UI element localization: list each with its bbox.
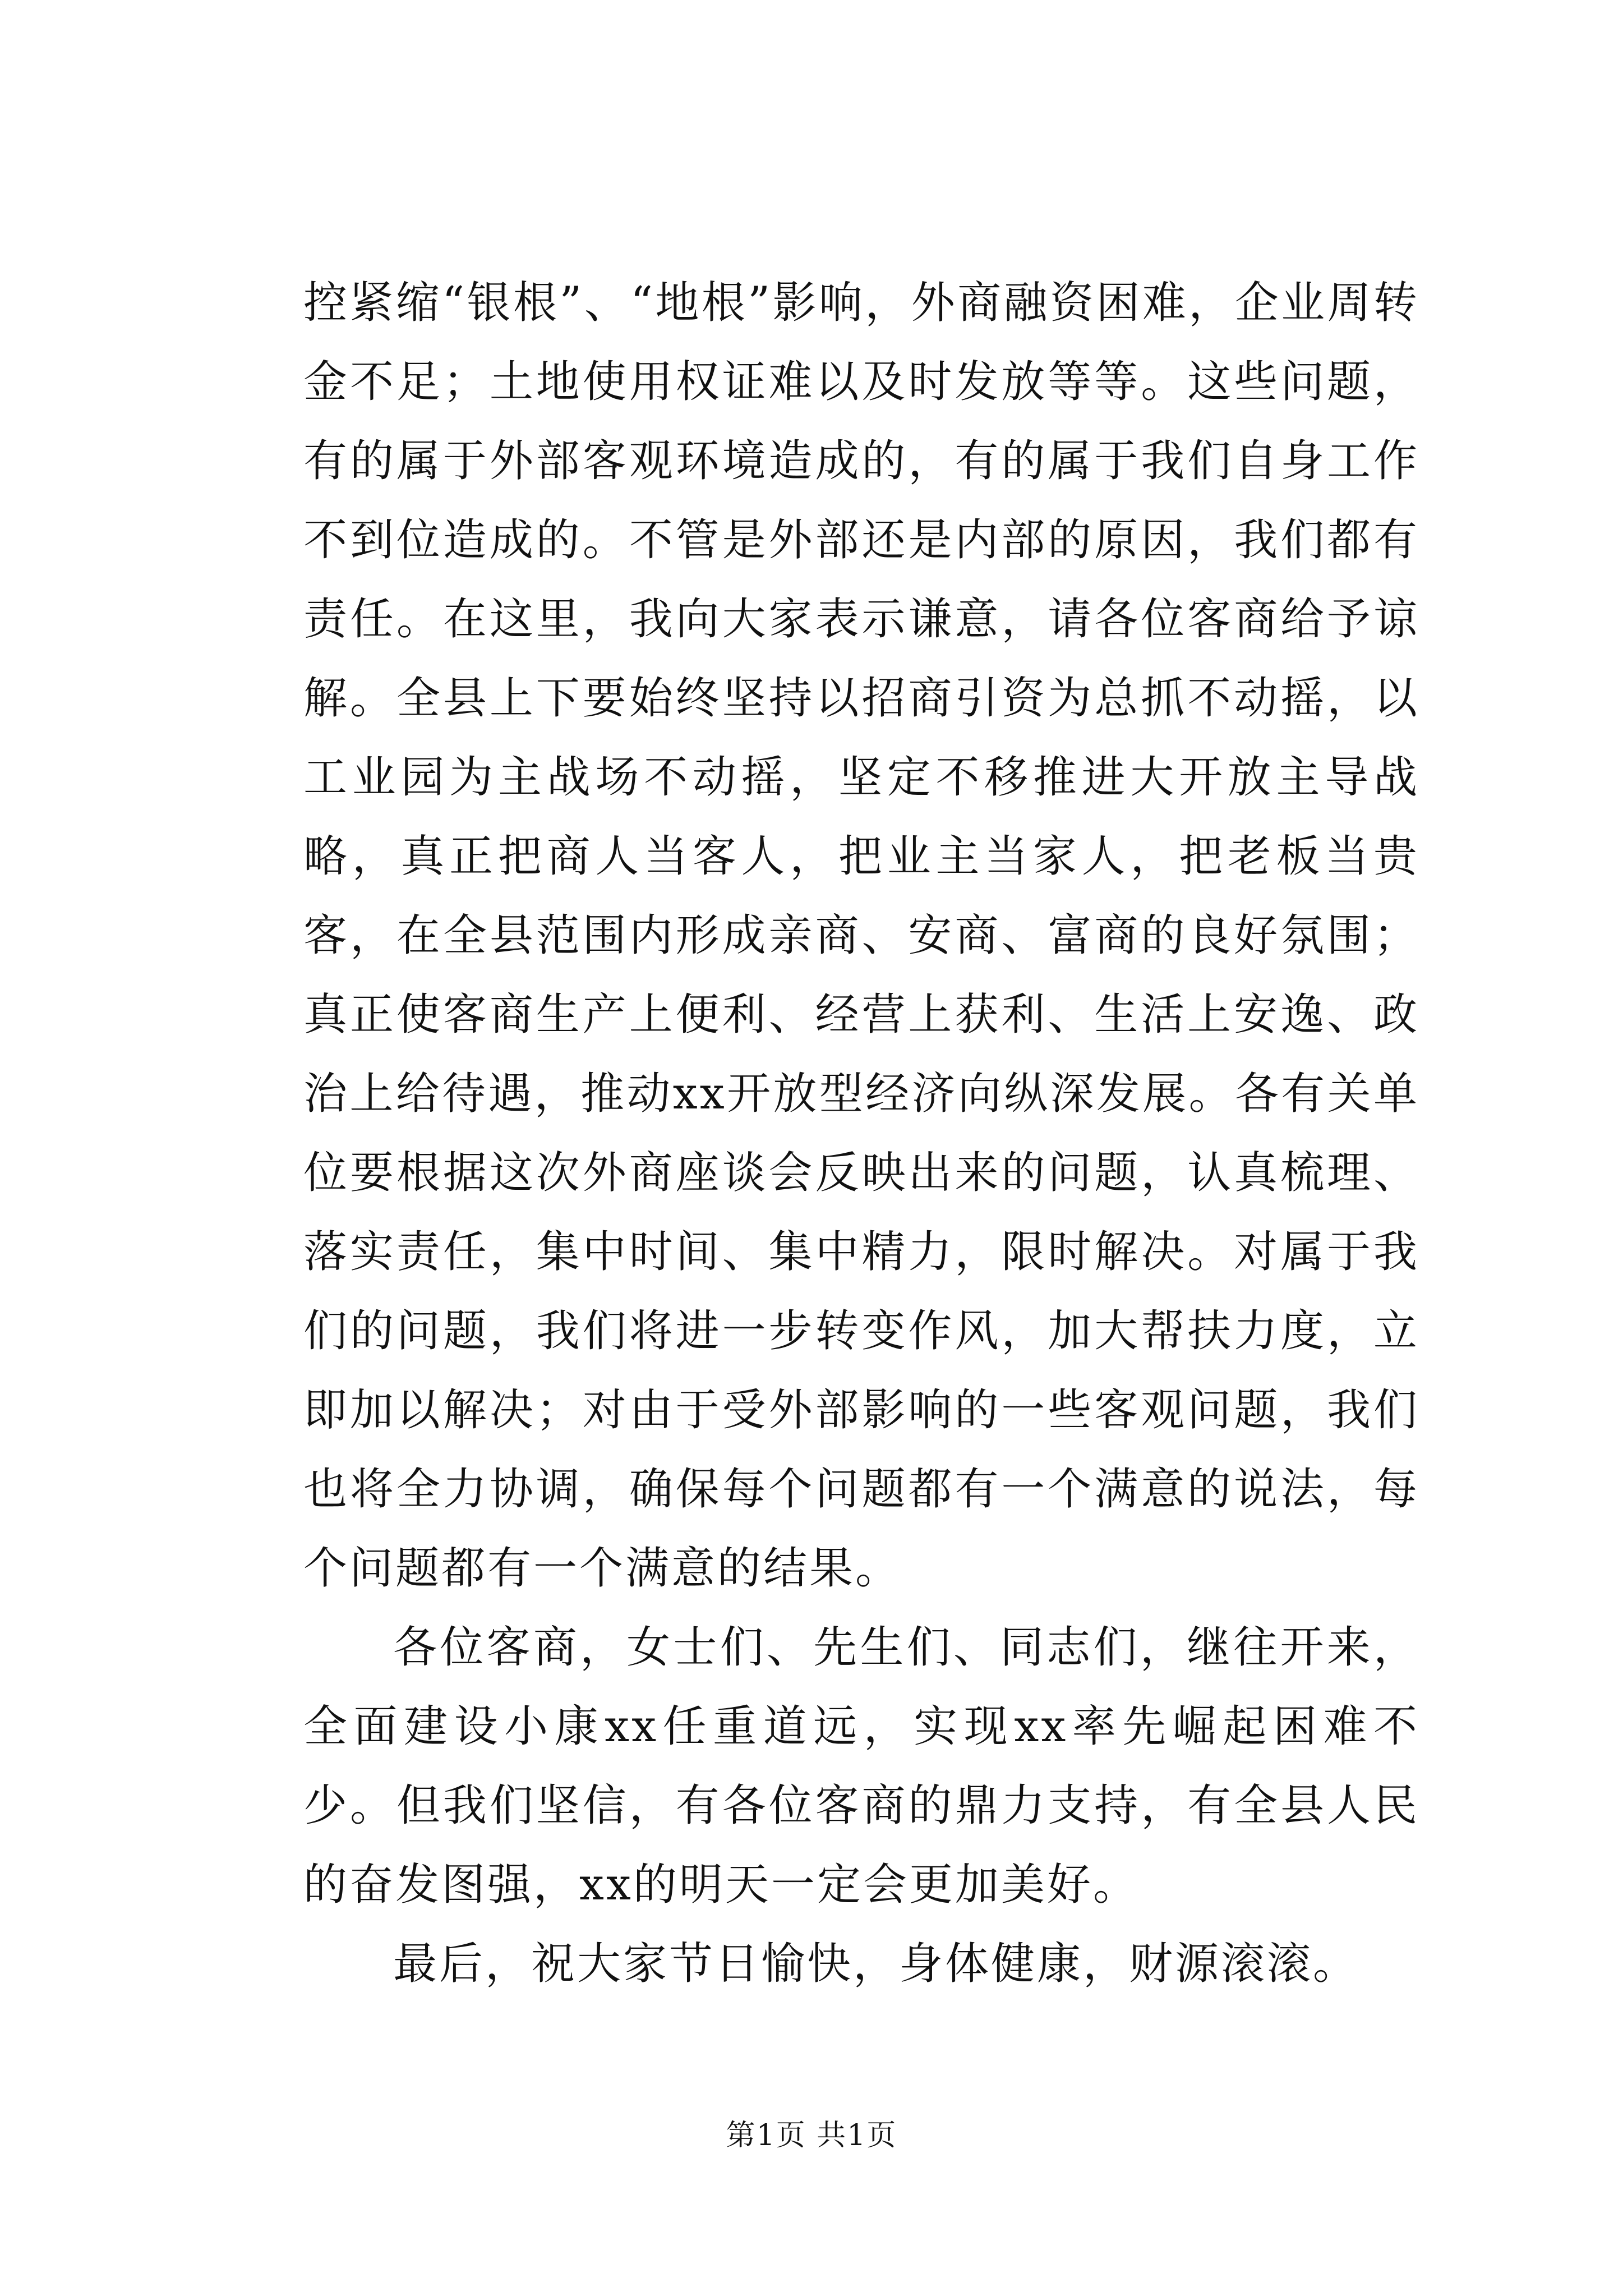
paragraph-final-wishes: 最后，祝大家节日愉快，身体健康，财源滚滚。 [393,1939,1359,1989]
document-body [303,264,1419,2004]
page-number-indicator: 第1页 共1页 [726,2119,897,2152]
paragraph-closing-remarks: 各位客商，女士们、先生们、同志们，继往开来，全面建设小康xx任重道远，实现xx率先崛起困难不少。但我们坚信，有各位客商的鼎力支持，有全县人民的奋发图强，xx的明天一定会更加美好。 [303,1622,1419,1910]
page-footer [0,2116,1623,2155]
paragraph-continued: 控紧缩“银根”、“地根”影响，外商融资困难，企业周转金不足；土地使用权证难以及时发放等等。这些问题，有的属于外部客观环境造成的，有的属于我们自身工作不到位造成的。不管是外部还是内部的原因，我们都有责任。在这里，我向大家表示谦意，请各位客商给予谅解。全县上下要始终坚持以招商引资为总抓不动摇，以工业园为主战场不动摇，坚定不移推进大开放主导战略，真正把商人当客人，把业主当家人，把老板当贵客，在全县范围内形成亲商、安商、富商的良好氛围；真正使客商生产上便利、经营上获利、生活上安逸、政治上给待遇，推动xx开放型经济向纵深发展。各有关单位要根据这次外商座谈会反映出来的问题，认真梳理、落实责任，集中时间、集中精力，限时解决。对属于我们的问题，我们将进一步转变作风，加大帮扶力度，立即加以解决；对由于受外部影响的一些客观问题，我们也将全力协调，确保每个问题都有一个满意的说法，每个问题都有一个满意的结果。 [303,278,1419,1594]
